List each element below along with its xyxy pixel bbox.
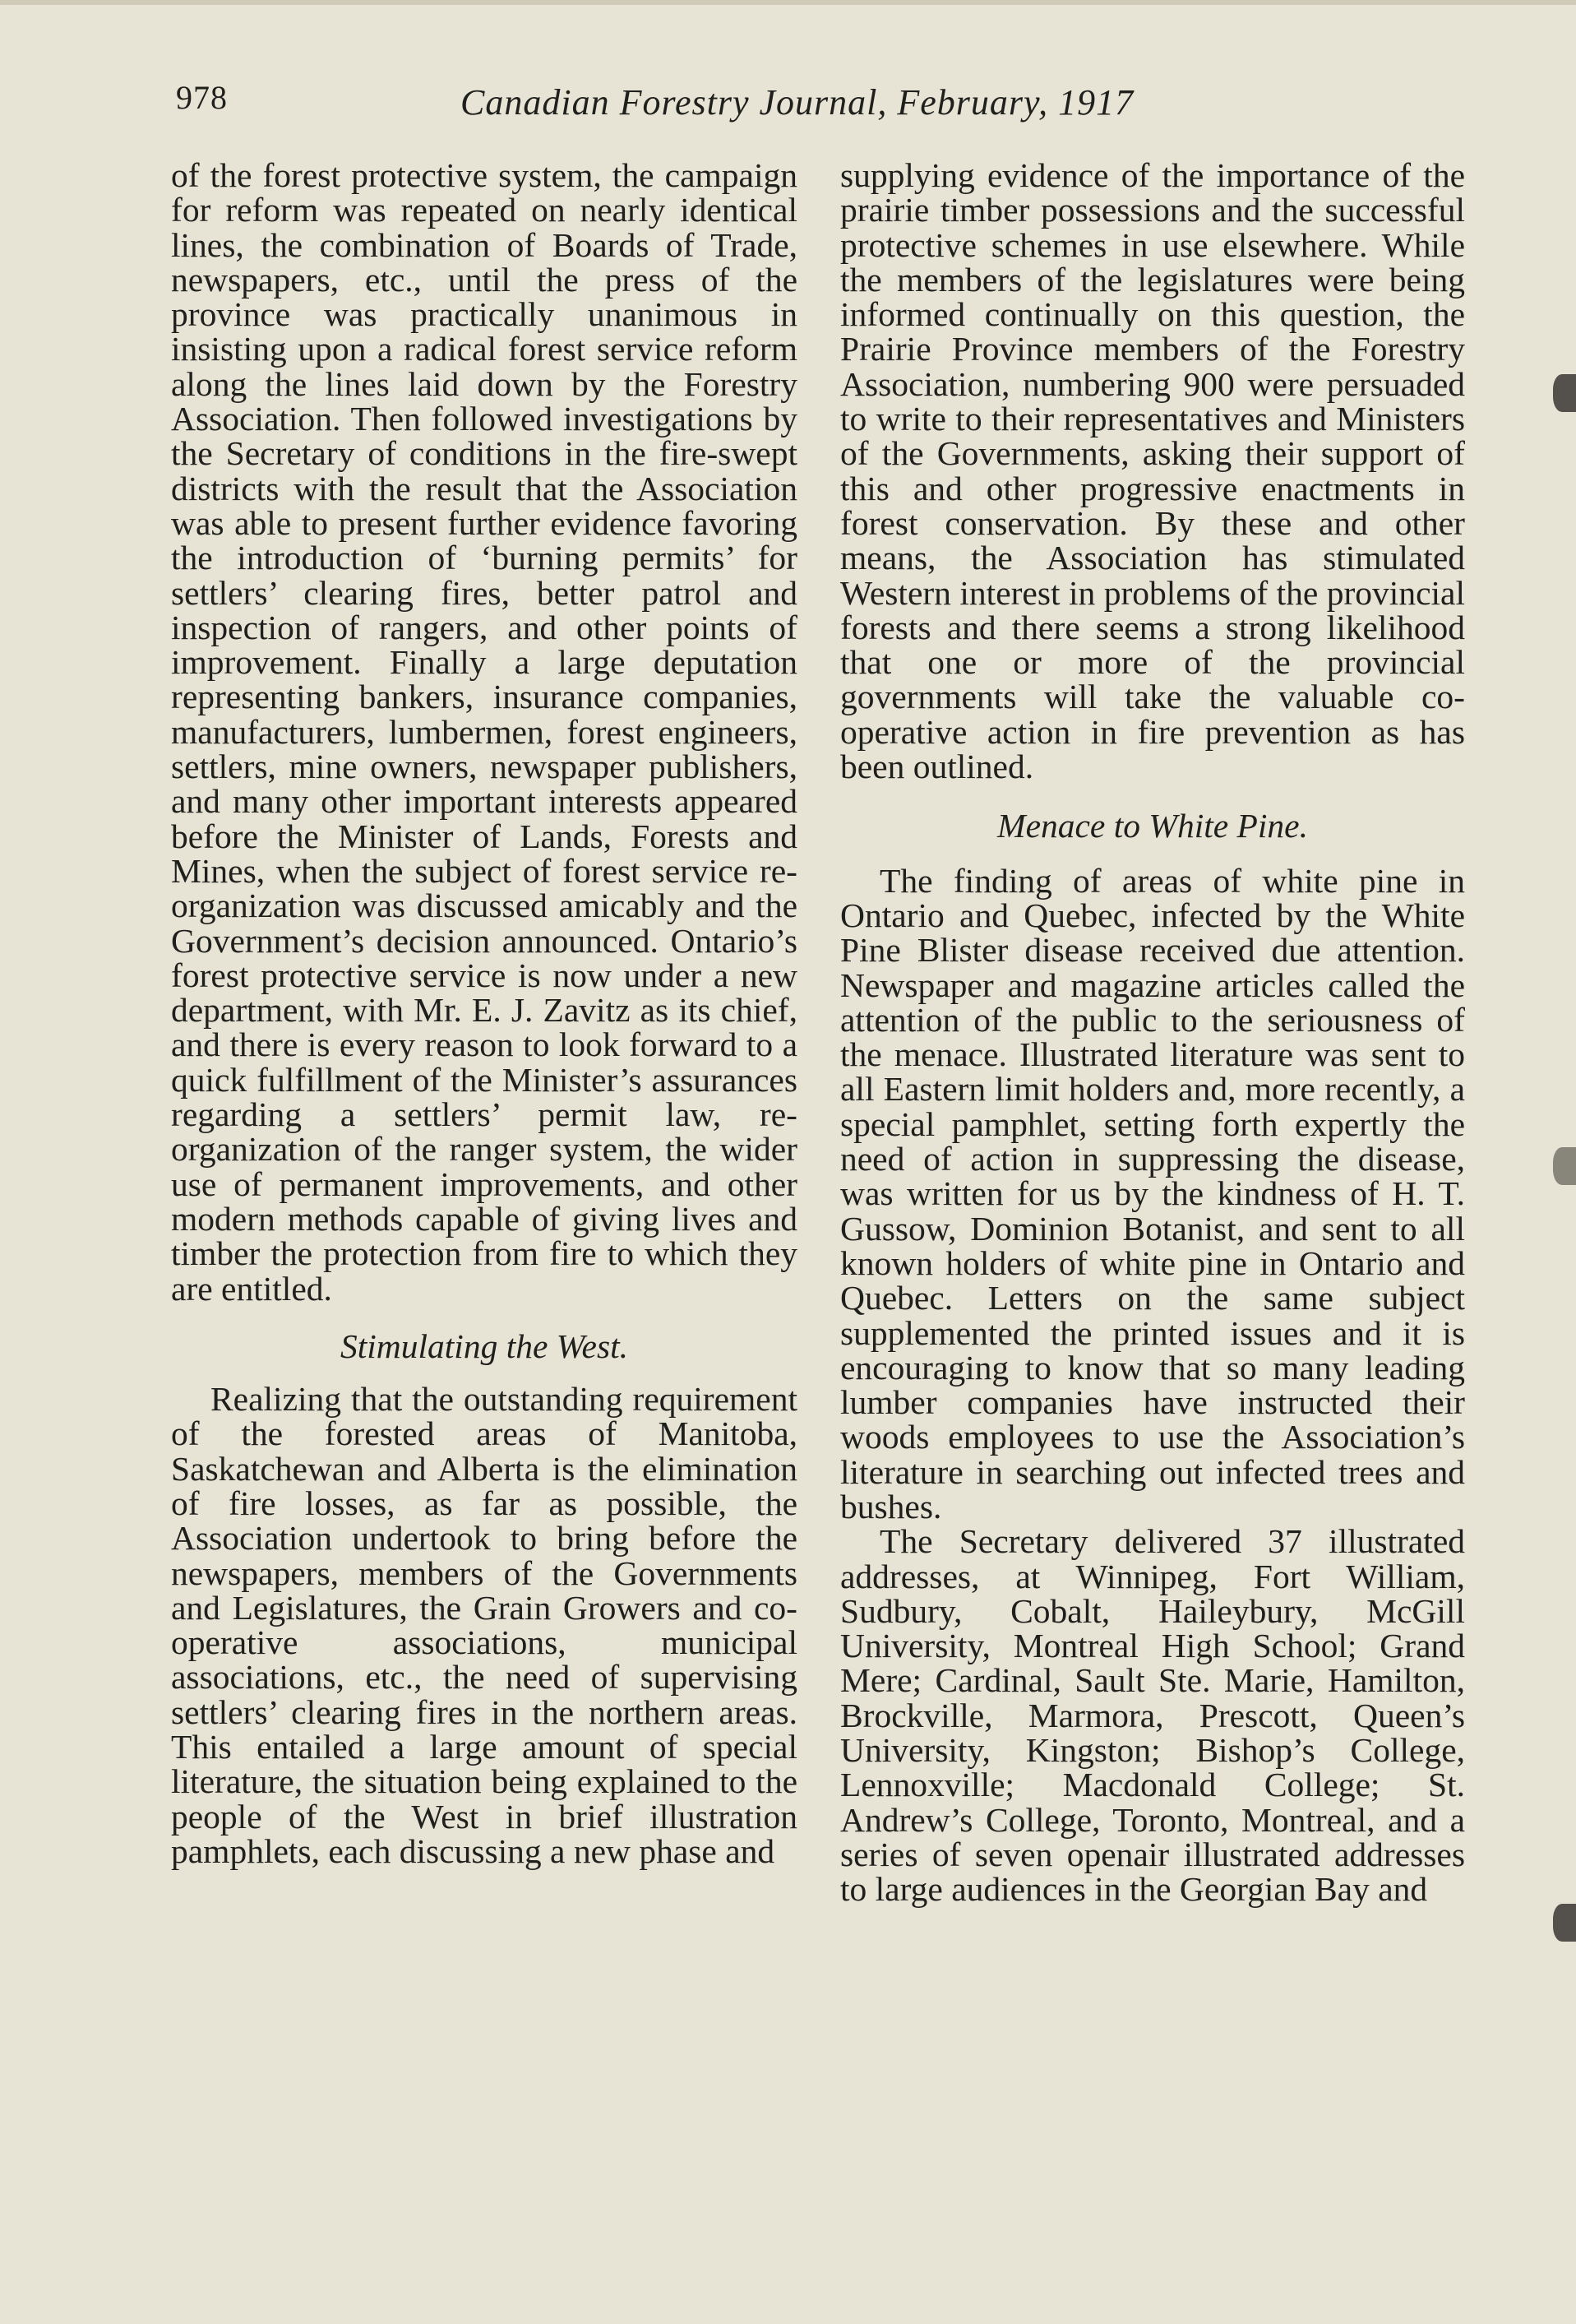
journal-title: Canadian Forestry Journal, February, 1917: [460, 82, 1135, 123]
section-heading-menace-to-white-pine: Menace to White Pine.: [997, 807, 1308, 845]
right-paragraph-2: The finding of areas of white pine in Ontario and Quebec, infected by the White Pine Blister disease received due attention. Newspaper and magazine articles called the attention of the public to the seriousness of the menace. Illustrated literature was sent to all Eastern limit holders and, more recently, a special pamphlet, setting forth expertly the need of action in suppressing the disease, was written for us by the kindness of H. T. Gussow, Dominion Botanist, and sent to all known holders of white pine in Ontario and Quebec. Letters on the same subject supplemented the printed issues and it is encouraging to know that so many leading lumber companies have instructed their woods employees to use the Association’s literature in searching out infected trees and bushes.: [840, 861, 1465, 1525]
section-heading-stimulating-the-west: Stimulating the West.: [340, 1326, 629, 1365]
running-header: [173, 78, 1200, 136]
binding-hole-mark: [1553, 1904, 1576, 1942]
right-paragraph-3: The Secretary delivered 37 illustrated addresses, at Winnipeg, Fort William, Sudbury, Cobalt, Haileybury, McGill University, Montreal High School; Grand Mere; Cardinal, Sault Ste. Marie, Hamilton, Brockville, Marmora, Prescott, Queen’s University, Kingston; Bishop’s College, Lennoxville; Macdonald College; St. Andrew’s College, Toronto, Montreal, and a series of seven openair illustrated addresses to large audiences in the Georgian Bay and: [840, 1522, 1465, 1909]
left-paragraph-2: Realizing that the outstanding requirement of the forested areas of Manitoba, Saskatchewan and Alberta is the elimination of fire losses, as far as possible, the Association undertook to bring before the newspapers, members of the Governments and Legislatures, the Grain Growers and co-operative associations, municipal associations, etc., the need of supervising settlers’ clearing fires in the northern areas. This entailed a large amount of special literature, the situation being explained to the people of the West in brief illustration pamphlets, each discussing a new phase and: [171, 1380, 797, 1870]
left-column: [171, 158, 797, 1868]
page-number: 978: [176, 79, 228, 116]
left-paragraph-1: of the forest protective system, the campaign for reform was repeated on nearly identical lines, the combination of Boards of Trade, newspapers, etc., until the press of the province was practically unanimous in insisting upon a radical forest service reform along the lines laid down by the Forestry Association. Then followed investigations by the Secretary of conditions in the fire-swept districts with the result that the Association was able to present further evidence favoring the introduction of ‘burning permits’ for settlers’ clearing fires, better patrol and inspection of rangers, and other points of improvement. Finally a large deputation representing bankers, insurance companies, manufacturers, lumbermen, forest engineers, settlers, mine owners, newspaper publishers, and many other important interests appeared before the Minister of Lands, Forests and Mines, when the subject of forest service re-organization was discussed amicably and the Government’s decision announced. Ontario’s forest protective service is now under a new department, with Mr. E. J. Zavitz as its chief, and there is every reason to look forward to a quick fulfillment of the Minister’s assurances regarding a settlers’ permit law, re-organization of the ranger system, the wider use of permanent improvements, and other modern methods capable of giving lives and timber the protection from fire to which they are entitled.: [171, 156, 797, 1308]
binding-hole-mark: [1553, 374, 1576, 412]
right-paragraph-1: supplying evidence of the importance of the prairie timber possessions and the successful protective schemes in use elsewhere. While the members of the legislatures were being informed continually on this question, the Prairie Province members of the Forestry Association, numbering 900 were persuaded to write to their representatives and Ministers of the Governments, asking their support of this and other progressive enactments in forest conservation. By these and other means, the Association has stimulated Western interest in problems of the provincial forests and there seems a strong likelihood that one or more of the provincial governments will take the valuable co-operative action in fire prevention as has been outlined.: [840, 156, 1465, 786]
right-column: [840, 158, 1465, 1907]
page-top-edge: [0, 0, 1576, 5]
binding-hole-mark: [1553, 1147, 1576, 1185]
